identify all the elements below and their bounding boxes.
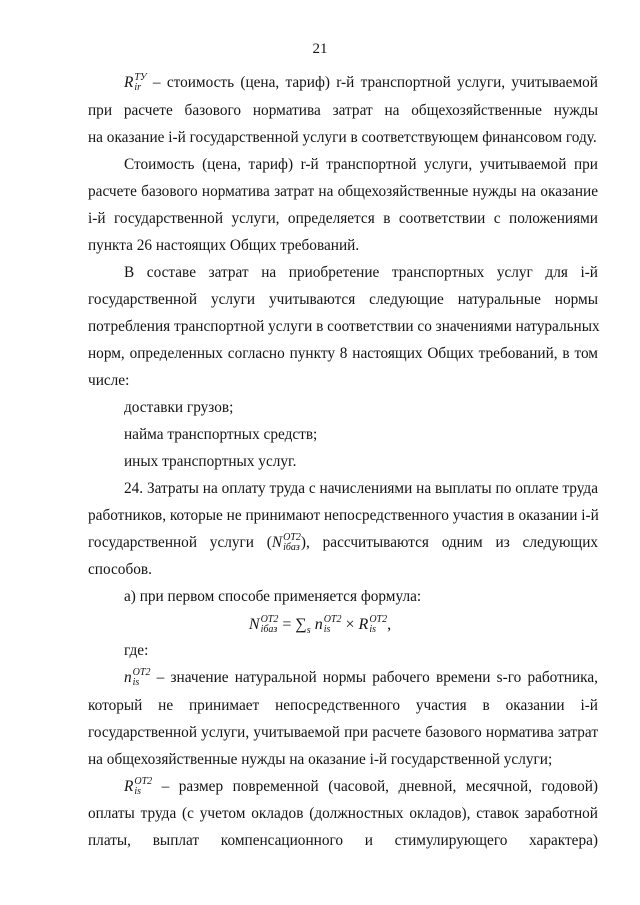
- list-item: доставки грузов;: [124, 399, 234, 416]
- text-line: оплаты труда (с учетом окладов (должностных окладов), ставок заработной: [88, 805, 598, 822]
- symbol-n-ot2-ibaz: N ОТ2 iбаз: [271, 532, 301, 554]
- text-line: числе:: [88, 372, 130, 389]
- text-line: норм, определенных согласно пункту 8 настоящих Общих требований, в том: [88, 345, 598, 362]
- text-line: пункта 26 настоящих Общих требований.: [88, 237, 360, 254]
- text-line: i-й государственной услуги, определяется в соответствии с положениями: [88, 210, 598, 227]
- formula: N ОТ2 iбаз = $\sum_s$ n ОТ2 is × R ОТ2 is ,: [248, 614, 392, 637]
- text-line: при расчете базового норматива затрат на общехозяйственные нужды: [88, 102, 598, 119]
- text-line: расчете базового норматива затрат на общехозяйственные нужды на оказание: [88, 183, 598, 200]
- text-line: потребления транспортной услуги в соответствии со значениями натуральных: [88, 318, 600, 335]
- symbol-n-ot2-is: n ОТ2 is: [124, 667, 151, 689]
- symbol-r-ty: R ТУ ir: [124, 72, 147, 94]
- text-line: Стоимость (цена, тариф) r-й транспортной услуги, учитываемой при: [124, 156, 598, 173]
- symbol-r-ot2-is: R ОТ2 is: [124, 776, 153, 798]
- definition-line-r-ot2: R ОТ2 is – размер повременной (часовой, дневной, месячной, годовой): [124, 776, 598, 798]
- text-line-with-symbol: государственной услуги (N ОТ2 iбаз ), рассчитываются одним из следующих: [88, 532, 599, 554]
- text-line: который не принимает непосредственного участия в оказании i-й: [88, 697, 598, 714]
- text-line: государственной услуги учитываются следующие натуральные нормы: [88, 291, 598, 308]
- text-line: 24. Затраты на оплату труда с начислениями на выплаты по оплате труда: [124, 480, 598, 497]
- text-line: способов.: [88, 561, 152, 578]
- text-line: работников, которые не принимают непосредственного участия в оказании i-й: [88, 507, 599, 524]
- definition-line-r-ty: R ТУ ir – стоимость (цена, тариф) r-й транспортной услуги, учитываемой: [124, 72, 598, 94]
- text-line: на оказание i-й государственной услуги в соответствующем финансовом году.: [88, 129, 597, 146]
- text-line: В составе затрат на приобретение транспортных услуг для i-й: [124, 264, 598, 281]
- text-line: платы, выплат компенсационного и стимулирующего характера): [88, 832, 598, 849]
- text-line: где:: [124, 642, 149, 659]
- list-item: иных транспортных услуг.: [124, 453, 297, 470]
- page-number: 21: [312, 41, 328, 57]
- list-item: найма транспортных средств;: [124, 426, 318, 443]
- definition-line-n-ot2: n ОТ2 is – значение натуральной нормы рабочего времени s-го работника,: [124, 667, 598, 689]
- text-line: а) при первом способе применяется формула:: [124, 588, 422, 605]
- text-line: государственной услуги, учитываемой при расчете базового норматива затрат: [88, 724, 598, 741]
- text-line: на общехозяйственные нужды на оказание i-й государственной услуги;: [88, 751, 553, 768]
